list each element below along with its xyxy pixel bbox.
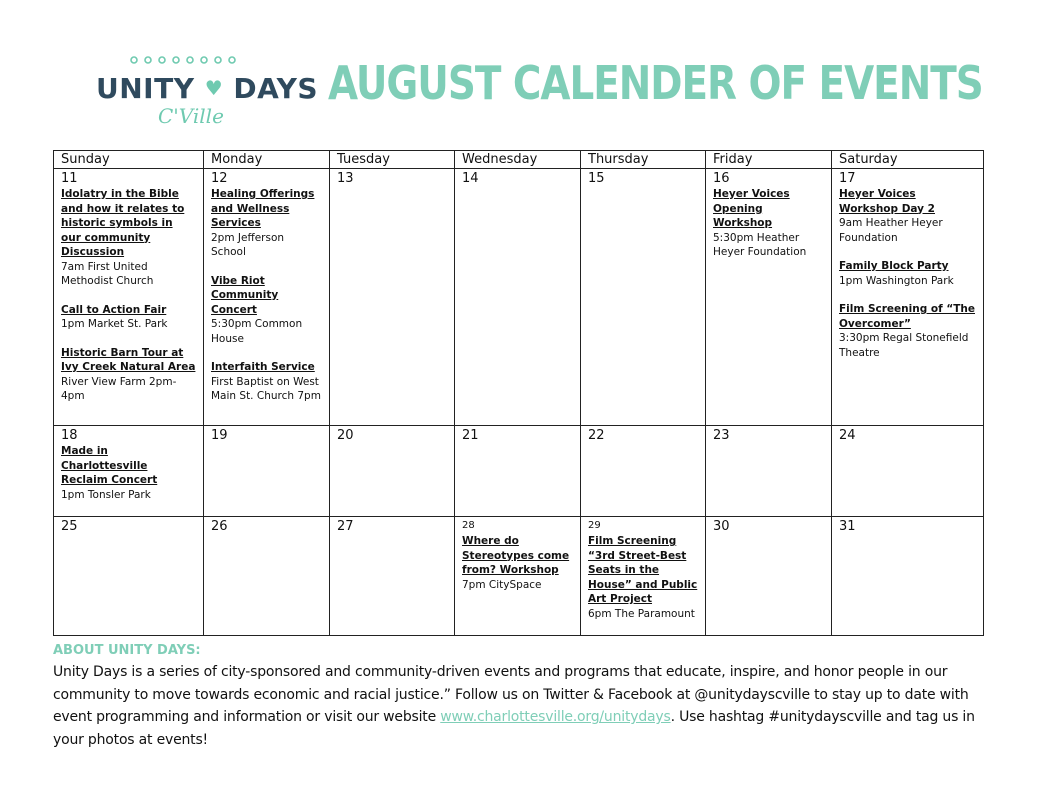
day-number: 26: [211, 519, 228, 534]
website-link[interactable]: www.charlottesville.org/unitydays: [440, 709, 671, 725]
event-detail: 9am Heather Heyer Foundation: [839, 217, 943, 244]
event-detail: 1pm Washington Park: [839, 274, 954, 287]
events-calendar: [53, 150, 984, 636]
event-title: Family Block Party: [839, 260, 949, 272]
unity-days-logo: [92, 52, 319, 132]
day-number: 20: [337, 428, 354, 443]
header-monday: Monday: [204, 151, 330, 169]
calendar-day-cell: [581, 517, 706, 636]
calendar-week-1: [54, 169, 984, 426]
day-number: 19: [211, 428, 228, 443]
logo-word-days: DAYS: [233, 72, 319, 105]
day-number: 16: [713, 171, 730, 186]
calendar-day-cell: [54, 517, 204, 636]
event-title: Vibe Riot Community Concert: [211, 274, 279, 316]
calendar-day-cell: [54, 426, 204, 517]
day-number: 21: [462, 428, 479, 443]
calendar-day-cell: [706, 426, 832, 517]
calendar-day-cell: [330, 426, 455, 517]
logo-dots-decoration: [126, 54, 246, 66]
event-detail: 5:30pm Common House: [211, 318, 303, 345]
calendar-day-cell: [581, 426, 706, 517]
day-number: 29: [588, 520, 601, 531]
event-detail: 5:30pm Heather Heyer Foundation: [713, 231, 807, 258]
calendar-day-cell: [54, 169, 204, 426]
calendar-day-cell: [832, 517, 984, 636]
about-text-after: . Use hashtag #unitydayscville and tag us in your photos at events!: [53, 709, 975, 748]
logo-wordmark: [96, 72, 318, 105]
day-number: 14: [462, 171, 479, 186]
day-number: 23: [713, 428, 730, 443]
event-detail: First Baptist on West Main St. Church 7pm: [211, 375, 321, 402]
day-number: 28: [462, 520, 475, 531]
calendar-day-cell: [455, 426, 581, 517]
day-number: 24: [839, 428, 856, 443]
calendar-day-cell: [204, 426, 330, 517]
calendar-day-cell: [204, 169, 330, 426]
day-number: 30: [713, 519, 730, 534]
day-number: 25: [61, 519, 78, 534]
day-number: 27: [337, 519, 354, 534]
calendar-day-cell: [832, 169, 984, 426]
event-title: Idolatry in the Bible and how it relates to historic symbols in our community Discussion: [61, 188, 185, 258]
event-detail: River View Farm 2pm-4pm: [61, 375, 177, 402]
event-title: Made in Charlottesville Reclaim Concert: [61, 445, 158, 486]
event-title: Call to Action Fair: [61, 303, 167, 316]
event-title: Where do Stereotypes come from? Workshop: [462, 535, 570, 576]
calendar-day-cell: [706, 169, 832, 426]
header-sunday: Sunday: [54, 151, 204, 169]
event-title: Film Screening of “The Overcomer”: [839, 303, 975, 330]
event-title: Heyer Voices Opening Workshop: [713, 188, 790, 229]
event-title: Film Screening “3rd Street-Best Seats in the House” and Public Art Project: [588, 535, 698, 605]
heart-icon: ♥: [204, 76, 224, 100]
page-title: AUGUST CALENDER OF EVENTS: [328, 56, 983, 110]
calendar-day-cell: [330, 169, 455, 426]
calendar-day-cell: [204, 517, 330, 636]
event-title: Historic Barn Tour at Ivy Creek Natural Area: [61, 346, 196, 373]
calendar-week-2: [54, 426, 984, 517]
day-number: 22: [588, 428, 605, 443]
header-thursday: Thursday: [581, 151, 706, 169]
header-wednesday: Wednesday: [455, 151, 581, 169]
about-paragraph: [53, 661, 993, 751]
event-title: Healing Offerings and Wellness Services: [211, 188, 315, 229]
day-number: 12: [211, 171, 228, 186]
header-friday: Friday: [706, 151, 832, 169]
event-detail: 2pm Jefferson School: [211, 231, 285, 258]
event-detail: 1pm Market St. Park: [61, 318, 168, 330]
calendar-week-3: [54, 517, 984, 636]
event-detail: 3:30pm Regal Stonefield Theatre: [839, 332, 969, 359]
about-section: [53, 641, 993, 751]
day-number: 11: [61, 171, 78, 186]
day-number: 17: [839, 171, 856, 186]
day-number: 31: [839, 519, 856, 534]
calendar-day-cell: [330, 517, 455, 636]
day-number: 18: [61, 428, 78, 443]
event-detail: 1pm Tonsler Park: [61, 488, 151, 501]
about-heading: ABOUT UNITY DAYS:: [53, 643, 201, 658]
calendar-day-cell: [455, 169, 581, 426]
calendar-day-cell: [455, 517, 581, 636]
logo-cville-script: C'Ville: [158, 104, 224, 128]
header-tuesday: Tuesday: [330, 151, 455, 169]
calendar-day-cell: [581, 169, 706, 426]
logo-word-unity: UNITY: [96, 72, 195, 105]
day-number: 15: [588, 171, 605, 186]
calendar-day-cell: [706, 517, 832, 636]
event-detail: 7pm CitySpace: [462, 578, 542, 591]
header-saturday: Saturday: [832, 151, 984, 169]
day-number: 13: [337, 171, 354, 186]
event-detail: 6pm The Paramount: [588, 607, 695, 620]
calendar-header-row: [54, 151, 984, 169]
about-text-before: Unity Days is a series of city-sponsored and community-driven events and programs that educate, inspire, and honor people in our community to move towards economic and racial justice.” Follow us on Twitter & Facebook at @unitydayscville to stay up to date with event programming and information or visit our website: [53, 664, 969, 725]
event-title: Heyer Voices Workshop Day 2: [839, 188, 935, 215]
event-title: Interfaith Service: [211, 361, 315, 373]
calendar-day-cell: [832, 426, 984, 517]
event-detail: 7am First United Methodist Church: [61, 260, 154, 287]
